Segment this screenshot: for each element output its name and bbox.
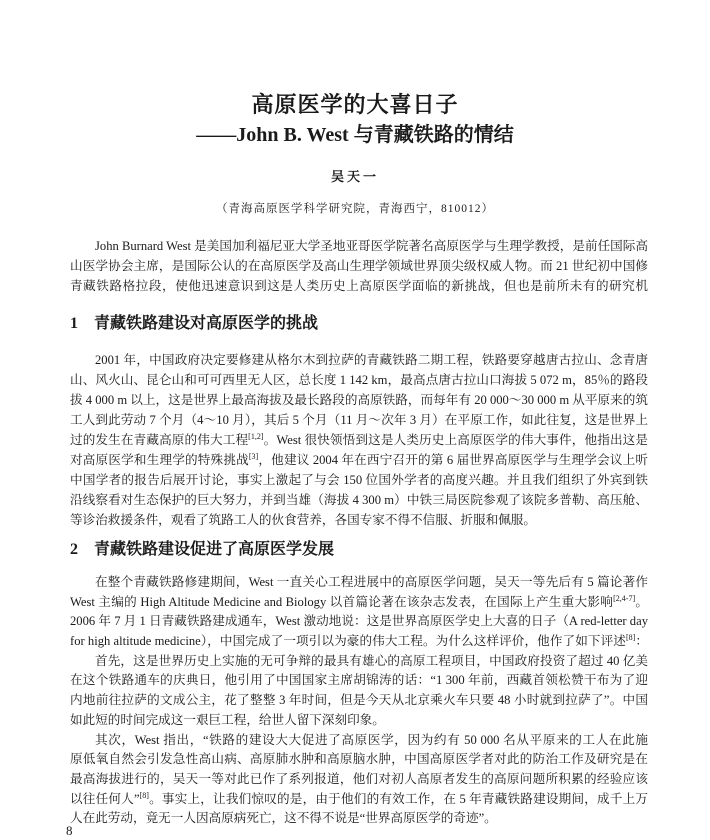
line-text: 在整个青藏铁路修建期间，West 一直关心工程进展中的高原医学问题，吴天一等先后有 5 篇论著作 bbox=[95, 575, 648, 589]
line-text: 。West 很快领悟到这是人类历史上高原医学的伟大事件，他指出这是 bbox=[263, 433, 648, 447]
line-text: 等诊治救援条件，观看了筑路工人的伙食营养，各国专家不得不信服、折服和佩服。 bbox=[70, 513, 536, 527]
section-title: 青藏铁路建设对高原医学的挑战 bbox=[94, 313, 319, 332]
page-number: 8 bbox=[66, 823, 73, 838]
line-text: 拔 4 000 m 以上，这是世界上最高海拔及最长路段的高原铁路，而每年有 20 000～30 000 m 从平原来的筑 bbox=[70, 393, 648, 407]
text-line bbox=[70, 809, 648, 829]
line-text: West 主编的 High Altitude Medicine and Biology 以首篇论著在该杂志发表，在国际上产生重大影响 bbox=[70, 594, 614, 609]
line-text: 原低氧自然会引发急性高山病、高原肺水肿和高原脑水肿，中国高原医学者对此的防治工作及研究是在 bbox=[70, 752, 648, 767]
text-line bbox=[70, 593, 648, 613]
author: 吴天一 bbox=[330, 169, 379, 184]
text-line bbox=[70, 410, 648, 430]
text-line bbox=[70, 632, 648, 652]
citation-reference[interactable]: [2,4-7] bbox=[613, 593, 636, 603]
text-line bbox=[70, 350, 648, 370]
line-text: John Burnard West 是美国加利福尼亚大学圣地亚哥医学院著名高原医学与生理学教授，是前任国际高 bbox=[95, 239, 648, 253]
text-line bbox=[70, 790, 648, 810]
text-line bbox=[70, 573, 648, 593]
line-text: 过的发生在青藏高原的伟大工程 bbox=[70, 433, 249, 447]
line-text: ： bbox=[635, 634, 648, 649]
text-line bbox=[70, 731, 648, 751]
line-text: 对高原医学和生理学的特殊挑战 bbox=[70, 453, 249, 467]
line-text: 在这个铁路通车的庆典日，他引用了中国国家主席胡锦涛的话：“1 300 年前，西藏首领松赞干布为了迎 bbox=[70, 673, 648, 688]
article-title: 高原医学的大喜日子 bbox=[251, 92, 459, 117]
text-line bbox=[70, 652, 648, 672]
citation-reference[interactable]: [3] bbox=[248, 452, 259, 461]
section-number: 1 bbox=[70, 315, 78, 332]
text-line bbox=[70, 612, 648, 632]
section-heading-2 bbox=[70, 538, 334, 560]
line-text: 青藏铁路格拉段，使他迅速意识到这是人类历史上高原医学面临的新挑战，但也是前所未有的研究机 bbox=[70, 279, 648, 293]
text-line bbox=[70, 671, 648, 691]
line-text: 工人到此劳动 7 个月（4～10 月），其后 5 个月（11 月～次年 3 月）在平原工作，如此往复，这是世界上 bbox=[70, 413, 648, 427]
line-text: for high altitude medicine），中国完成了一项引以为豪的伟大工程。为什么这样评价，他作了如下评述 bbox=[70, 634, 626, 649]
article-subtitle: ——John B. West 与青藏铁路的情结 bbox=[196, 124, 514, 146]
intro-paragraph bbox=[70, 236, 648, 296]
text-line bbox=[70, 691, 648, 711]
text-line bbox=[70, 711, 648, 731]
line-text: 其次，West 指出，“铁路的建设大大促进了高原医学，因为约有 50 000 名从平原来的工人在此施 bbox=[95, 732, 648, 747]
text-line bbox=[70, 430, 648, 450]
line-text: 如此短的时间完成这一艰巨工程，给世人留下深刻印象。 bbox=[70, 712, 385, 727]
text-line bbox=[70, 256, 648, 276]
section-number: 2 bbox=[70, 541, 78, 558]
text-line bbox=[70, 770, 648, 790]
text-line bbox=[70, 490, 648, 510]
line-text: 2006 年 7 月 1 日青藏铁路建成通车，West 激动地说：这是世界高原医学史上大喜的日子（A red-letter day bbox=[70, 614, 648, 629]
line-text: 山医学协会主席，是国际公认的在高原医学及高山生理学领域世界顶尖级权威人物。而 21 世纪初中国修 bbox=[70, 259, 648, 273]
line-text: ，他建议 2004 年在西宁召开的第 6 届世界高原医学与生理学会议上听 bbox=[258, 453, 648, 467]
text-line bbox=[70, 750, 648, 770]
line-text: 。 bbox=[635, 594, 648, 609]
line-text: 。事实上，让我们惊叹的是，由于他们的有效工作，在 5 年青藏铁路建设期间，成千上万 bbox=[148, 791, 648, 806]
line-text: 沿线察看对生态保护的巨大努力，并到当雄（海拔 4 300 m）中铁三局医院参观了该院多普勒、高压舱、 bbox=[70, 493, 648, 507]
line-text: 人在此劳动，竟无一人因高原病死亡，这不得不说是“世界高原医学的奇迹”。 bbox=[70, 811, 497, 826]
citation-reference[interactable]: [1,2] bbox=[248, 432, 264, 441]
text-line bbox=[70, 510, 648, 530]
text-line bbox=[70, 276, 648, 296]
line-text: 中国学者的报告后展开讨论，事实上激起了与会 150 位国外学者的高度兴趣。并且我们组织了外宾到铁 bbox=[70, 473, 648, 487]
text-line bbox=[70, 470, 648, 490]
text-line bbox=[70, 450, 648, 470]
section-title: 青藏铁路建设促进了高原医学发展 bbox=[94, 539, 335, 558]
section-1-body bbox=[70, 350, 648, 530]
section-heading-1 bbox=[70, 312, 318, 334]
text-line bbox=[70, 370, 648, 390]
line-text: 2001 年，中国政府决定要修建从格尔木到拉萨的青藏铁路二期工程，铁路要穿越唐古拉山、念青唐 bbox=[95, 353, 648, 367]
affiliation: （青海高原医学科学研究院，青海西宁，810012） bbox=[216, 203, 494, 215]
line-text: 首先，这是世界历史上实施的无可争辩的最具有雄心的高原工程项目，中国政府投资了超过 40 亿美 bbox=[95, 653, 648, 668]
line-text: 以往任何人” bbox=[70, 791, 140, 806]
line-text: 最高海拔进行的，吴天一等对此已作了系列报道，他们对初人高原者发生的高原问题所积累的经验应该 bbox=[70, 771, 648, 786]
citation-reference[interactable]: [8] bbox=[625, 633, 636, 643]
text-line bbox=[70, 236, 648, 256]
line-text: 山、风火山、昆仑山和可可西里无人区，总长度 1 142 km，最高点唐古拉山口海拔 5 072 m，85％的路段 bbox=[70, 373, 648, 387]
line-text: 内地前往拉萨的文成公主，花了整整 3 年时间，但是今天从北京乘火车只要 48 小时就到拉萨了”。中国 bbox=[70, 693, 648, 708]
section-2-body bbox=[70, 573, 648, 829]
citation-reference[interactable]: [8] bbox=[139, 790, 149, 800]
text-line bbox=[70, 390, 648, 410]
